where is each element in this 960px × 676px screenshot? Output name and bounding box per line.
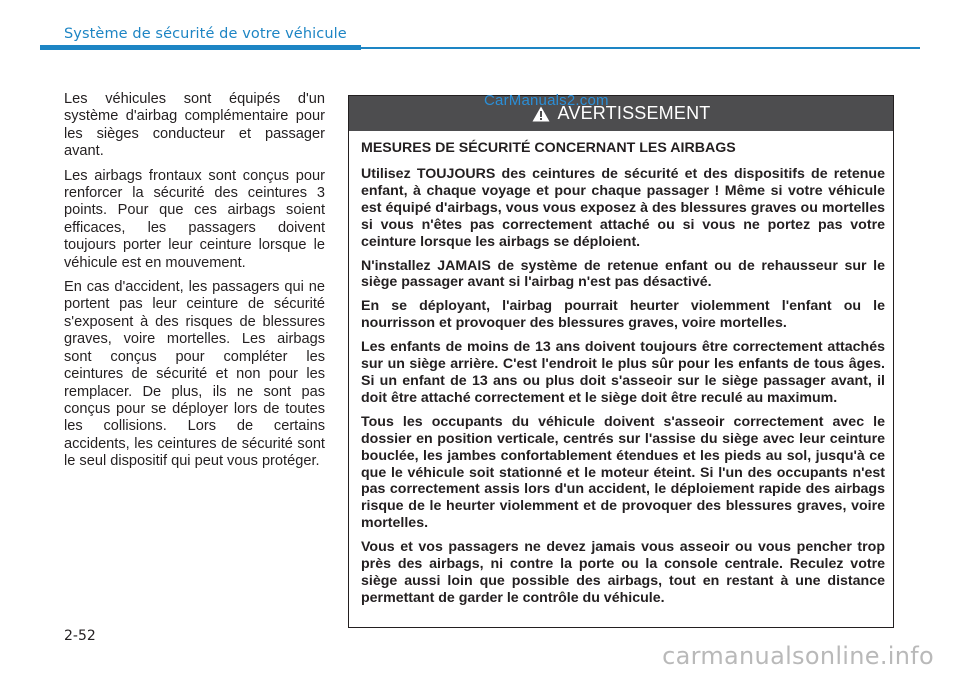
carmanuals2-watermark: CarManuals2.com (484, 92, 609, 109)
warning-box (348, 95, 894, 628)
warning-body (349, 131, 893, 607)
left-column-text (64, 91, 325, 478)
paragraph: Les véhicules sont équipés d'un système d'airbag complémentaire pour les sièges conducteur et passager avant. (64, 91, 325, 160)
warning-title: MESURES DE SÉCURITÉ CONCERNANT LES AIRBAGS (361, 140, 736, 156)
paragraph: Les airbags frontaux sont conçus pour renforcer la sécurité des ceintures 3 points. Pour que ces airbags soient efficaces, les passagers doivent toujours porter leur ceinture lorsque le véhicule est en mouvement. (64, 167, 325, 271)
paragraph: En cas d'accident, les passagers qui ne portent pas leur ceinture de sécurité s'exposent à des risques de blessures graves, voire mortelles. Les airbags sont conçus pour compléter les ceintures de sécurité et non pour les remplacer. De plus, ils ne sont pas conçus pour se déployer lors de toutes les collisions. Lors de certains accidents, les ceintures de sécurité sont le seul dispositif qui peut vous protéger. (64, 279, 325, 470)
warning-paragraph: N'installez JAMAIS de système de retenue enfant ou de rehausseur sur le siège passager avant si l'airbag n'est pas désactivé. (361, 257, 885, 291)
warning-paragraph: Vous et vos passagers ne devez jamais vous asseoir ou vous pencher trop près des airbags, ni contre la porte ou la console centrale. Reculez votre siège aussi loin que possible des airbags, tout en restant à une distance permettant de garder le contrôle du véhicule. (361, 539, 885, 606)
section-title: Système de sécurité de votre véhicule (64, 26, 347, 42)
header-rule-thin (361, 47, 920, 49)
warning-paragraph: Utilisez TOUJOURS des ceintures de sécurité et des dispositifs de retenue enfant, à chaque voyage et pour chaque passager ! Même si votre véhicule est équipé d'airbags, vous vous exposez à des blessures graves ou mortelles si vous n'êtes pas correctement attaché ou si vous ne portez pas votre ceinture lorsque les airbags se déploient. (361, 166, 885, 250)
warning-header (349, 96, 893, 131)
footer-watermark: carmanualsonline.info (662, 642, 934, 670)
header-rule-thick (40, 45, 361, 50)
warning-paragraph: En se déployant, l'airbag pourrait heurter violemment l'enfant ou le nourrisson et provoquer des blessures graves, voire mortelles. (361, 298, 885, 332)
warning-paragraph: Tous les occupants du véhicule doivent s'asseoir correctement avec le dossier en position verticale, centrés sur l'assise du siège avec leur ceinture bouclée, les jambes confortablement étendues et les pieds au sol, jusqu'à ce que le véhicule soit stationné et le moteur éteint. Si l'un des occupants n'est pas correctement assis lors d'un accident, le déploiement rapide des airbags risque de le heurter violemment et de provoquer des blessures graves, voire mortelles. (361, 413, 885, 532)
page-number: 2-52 (64, 628, 96, 644)
warning-header-label: AVERTISSEMENT (557, 103, 711, 123)
warning-paragraph: Les enfants de moins de 13 ans doivent toujours être correctement attachés sur un siège arrière. C'est l'endroit le plus sûr pour les enfants de tous âges. Si un enfant de 13 ans ou plus doit s'asseoir sur le siège passager avant, il doit être attaché correctement et le siège doit être reculé au maximum. (361, 339, 885, 406)
